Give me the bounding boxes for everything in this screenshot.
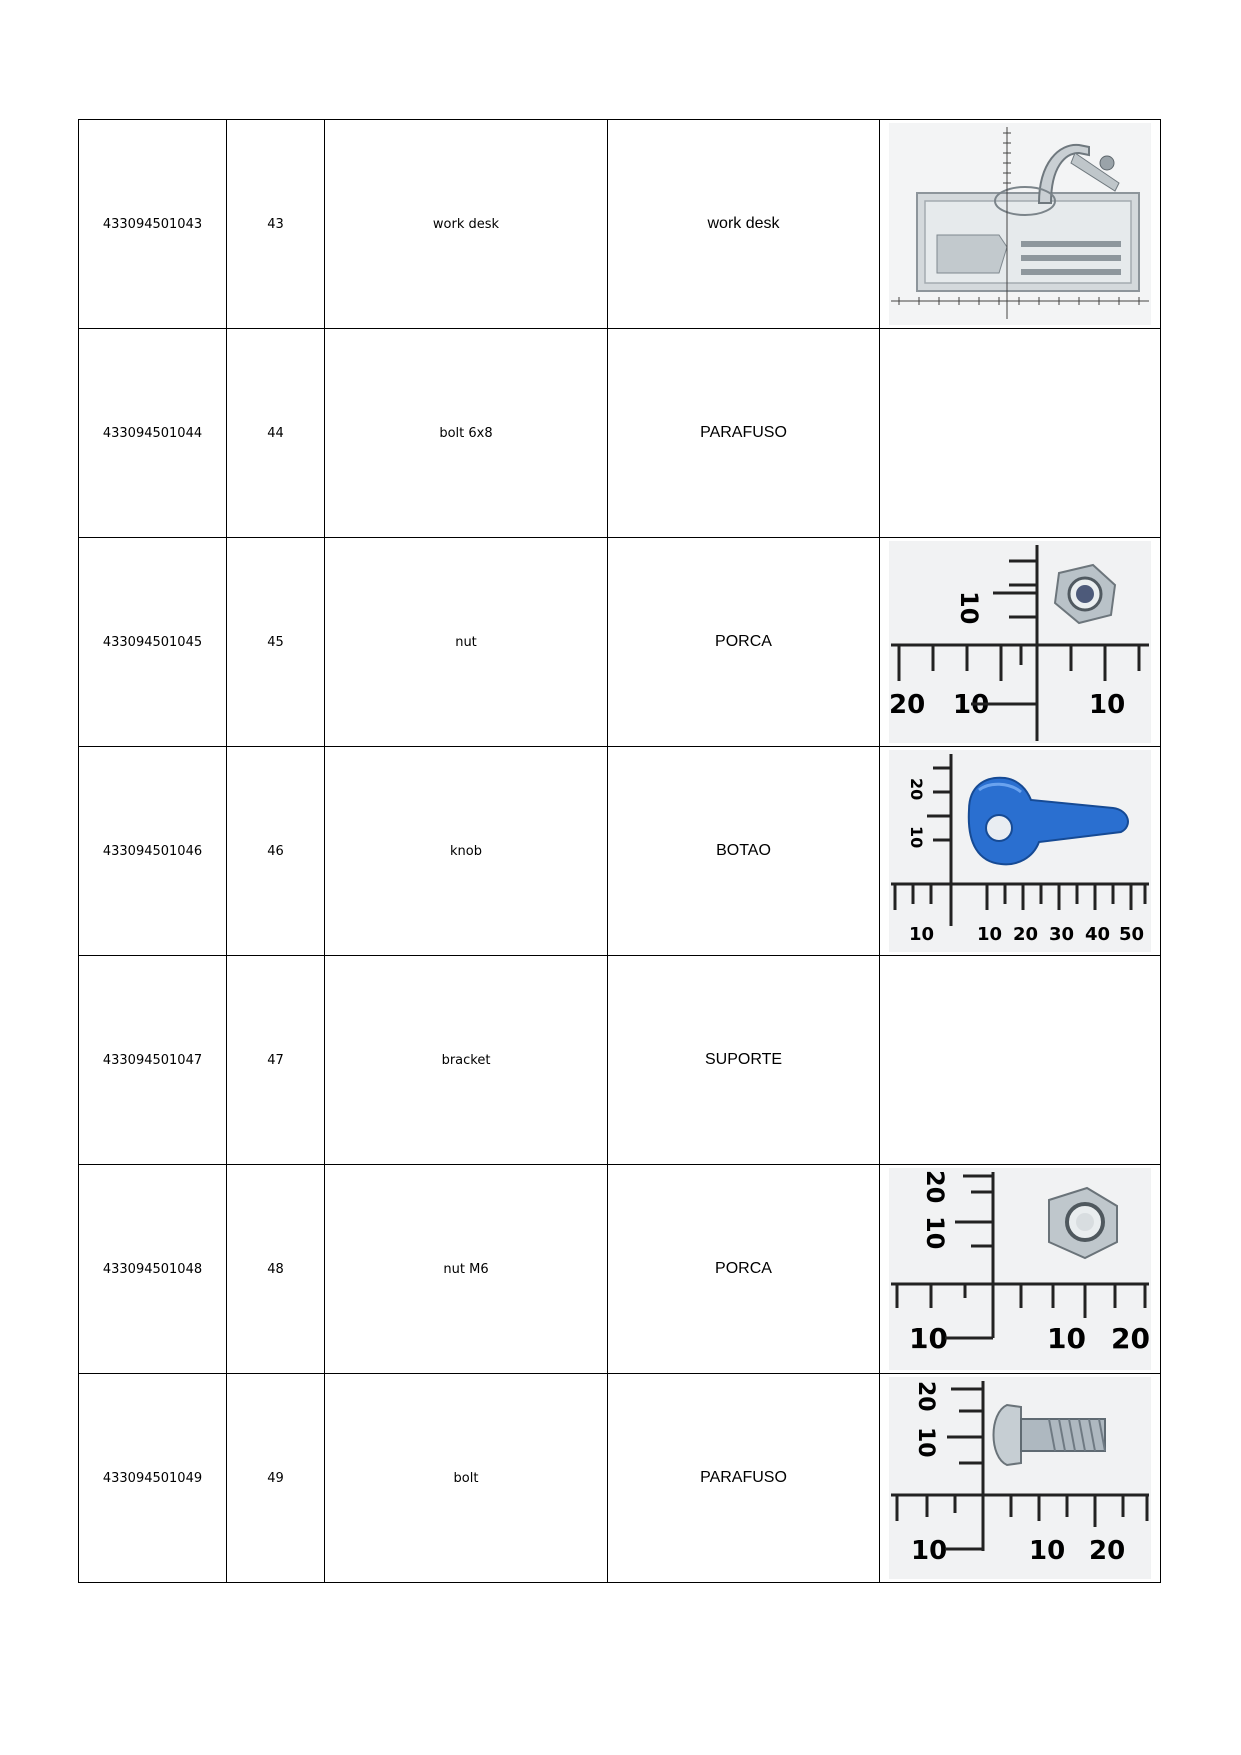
bolt-scale-h-label-3: 20 [1089,1536,1126,1566]
knob-scale-h-label-5: 40 [1085,924,1111,945]
item-number: 43 [227,120,325,329]
english-description: knob [325,747,608,956]
nut-m6-photo [889,1168,1151,1370]
part-code: 433094501043 [79,120,227,329]
image-cell [880,1374,1161,1583]
portuguese-description: SUPORTE [608,956,880,1165]
nut-photo [889,541,1151,743]
knob-scale-h-label-6: 50 [1119,924,1145,945]
nut-m6-scale-v-label-1: 20 [921,1170,949,1204]
english-description: bracket [325,956,608,1165]
english-description: nut [325,538,608,747]
part-code: 433094501047 [79,956,227,1165]
table-row [79,120,1161,329]
nut-m6-scale-v-label-2: 10 [921,1216,949,1250]
table-row [79,956,1161,1165]
english-description: bolt 6x8 [325,329,608,538]
nut-scale-h-label-1: 20 [889,690,926,720]
nut-scale-v-label: 10 [955,591,983,625]
english-description: work desk [325,120,608,329]
image-cell [880,747,1161,956]
image-cell [880,538,1161,747]
part-code: 433094501048 [79,1165,227,1374]
part-code: 433094501049 [79,1374,227,1583]
table-row [79,1165,1161,1374]
bolt-scale-h-label-1: 10 [911,1536,948,1566]
nut-scale-h-label-2: 10 [953,690,990,720]
knob-scale-h-label-1: 10 [909,924,935,945]
portuguese-description: BOTAO [608,747,880,956]
bolt-scale-v-label-1: 20 [913,1381,938,1412]
part-code: 433094501044 [79,329,227,538]
bolt-photo [889,1377,1151,1579]
item-number: 46 [227,747,325,956]
english-description: bolt [325,1374,608,1583]
nut-m6-scale-h-label-1: 10 [909,1322,948,1355]
image-cell [880,1165,1161,1374]
nut-m6-scale-h-label-3: 20 [1111,1322,1150,1355]
table-row [79,538,1161,747]
table-row [79,329,1161,538]
item-number: 49 [227,1374,325,1583]
parts-table [78,119,1161,1583]
nut-scale-h-label-3: 10 [1089,690,1126,720]
image-cell-empty [880,956,1161,1165]
knob-scale-h-label-2: 10 [977,924,1003,945]
bolt-scale-v-label-2: 10 [913,1427,938,1458]
knob-scale-v-label-1: 20 [907,778,926,801]
item-number: 44 [227,329,325,538]
knob-scale-h-label-4: 30 [1049,924,1075,945]
table-row [79,1374,1161,1583]
portuguese-description: PARAFUSO [608,1374,880,1583]
knob-scale-v-label-2: 10 [907,826,926,849]
part-code: 433094501045 [79,538,227,747]
portuguese-description: PARAFUSO [608,329,880,538]
nut-m6-scale-h-label-2: 10 [1047,1322,1086,1355]
portuguese-description: PORCA [608,1165,880,1374]
table-row [79,747,1161,956]
item-number: 48 [227,1165,325,1374]
knob-scale-h-label-3: 20 [1013,924,1039,945]
knob-photo [889,750,1151,952]
image-cell [880,120,1161,329]
work-desk-photo [889,123,1151,325]
item-number: 47 [227,956,325,1165]
bolt-scale-h-label-2: 10 [1029,1536,1066,1566]
item-number: 45 [227,538,325,747]
part-code: 433094501046 [79,747,227,956]
image-cell-empty [880,329,1161,538]
english-description: nut M6 [325,1165,608,1374]
portuguese-description: PORCA [608,538,880,747]
portuguese-description: work desk [608,120,880,329]
